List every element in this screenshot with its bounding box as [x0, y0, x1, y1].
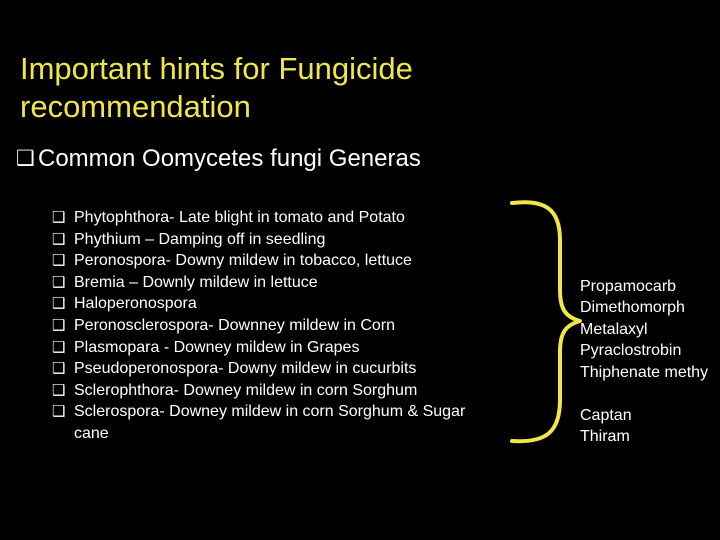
genus-text: Phythium – Damping off in seedling: [74, 230, 326, 248]
slide-title: Important hints for Fungicide recommendation: [20, 51, 413, 124]
list-item: [52, 293, 465, 315]
list-item: [52, 229, 465, 251]
checkbox-bullet-icon: ❑: [52, 402, 66, 421]
genus-text: Peronosclerospora- Downney mildew in Corn: [74, 316, 396, 334]
fungicide-item: Thiphenate methy: [580, 363, 709, 381]
curly-brace-icon: [510, 195, 582, 450]
fungicide-recommendations: [580, 276, 720, 470]
genus-text: Plasmopara - Downey mildew in Grapes: [74, 338, 360, 356]
fungicide-item: Propamocarb: [580, 278, 677, 295]
fungicide-item: Thiram: [580, 428, 630, 446]
fungicide-item: Pyraclostrobin: [580, 342, 682, 360]
list-item-continuation: [52, 423, 465, 445]
checkbox-bullet-icon: ❑: [52, 380, 66, 399]
list-item: [52, 250, 465, 272]
list-item: [52, 337, 465, 359]
fungicide-group-secondary: [580, 405, 720, 448]
list-item: [52, 380, 465, 402]
checkbox-bullet-icon: ❑: [52, 251, 66, 270]
fungicide-group-primary: [580, 276, 720, 383]
checkbox-bullet-icon: ❑: [16, 145, 35, 170]
list-item: [52, 207, 465, 229]
genus-text: Sclerophthora- Downey mildew in corn Sorghum: [74, 381, 418, 399]
genus-text: cane: [74, 424, 109, 442]
list-item: [52, 401, 465, 423]
list-item: [52, 358, 465, 380]
checkbox-bullet-icon: ❑: [52, 294, 66, 313]
section-heading: [16, 144, 421, 175]
section-heading-text: Common Oomycetes fungi Generas: [38, 145, 421, 172]
genus-text: Bremia – Downly mildew in lettuce: [74, 273, 318, 291]
fungicide-item: Metalaxyl: [580, 320, 648, 338]
fungicide-item: Dimethomorph: [580, 299, 685, 317]
list-item: [52, 315, 465, 337]
checkbox-bullet-icon: ❑: [52, 337, 66, 356]
genus-text: Haloperonospora: [74, 295, 197, 313]
genus-text: Peronospora- Downy mildew in tobacco, lettuce: [74, 252, 412, 270]
list-item: [52, 272, 465, 294]
checkbox-bullet-icon: ❑: [52, 359, 66, 378]
checkbox-bullet-icon: ❑: [52, 315, 66, 334]
genus-text: Pseudoperonospora- Downy mildew in cucurbits: [74, 360, 417, 378]
checkbox-bullet-icon: ❑: [52, 208, 66, 226]
checkbox-bullet-icon: ❑: [52, 272, 66, 291]
fungicide-item: Captan: [580, 407, 632, 425]
checkbox-bullet-icon: ❑: [52, 229, 66, 248]
genus-text: Phytophthora- Late blight in tomato and Potato: [74, 209, 405, 226]
genera-list: [52, 207, 465, 445]
genus-text: Sclerospora- Downey mildew in corn Sorghum & Sugar: [74, 403, 466, 421]
